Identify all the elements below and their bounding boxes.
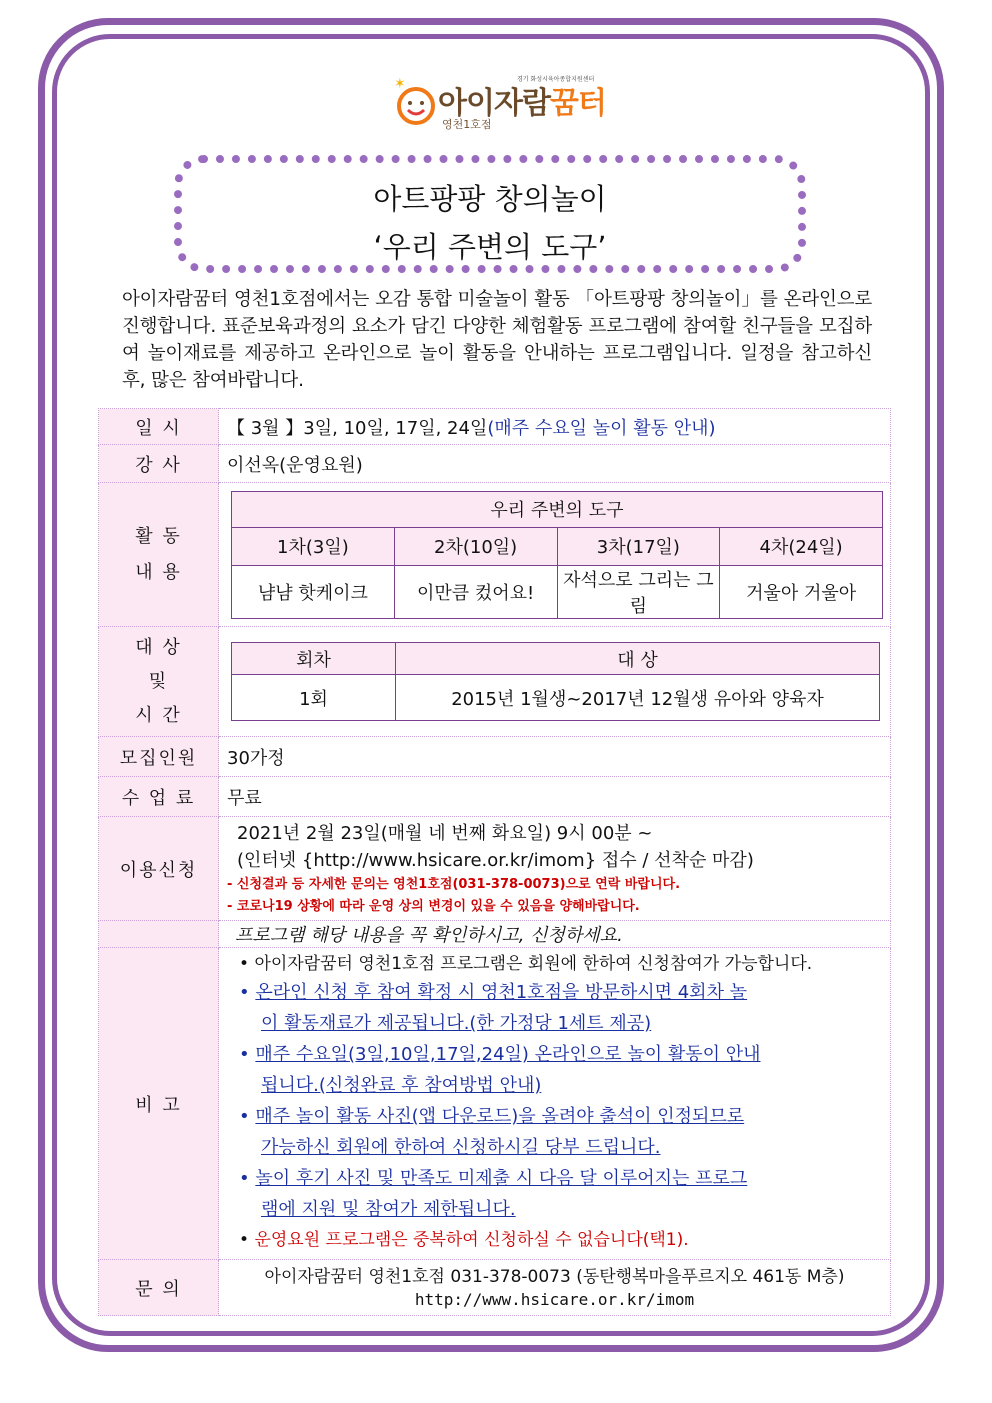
- activity-cell: [219, 483, 891, 627]
- logo: [392, 70, 612, 140]
- label-activity-2: 내 용: [135, 561, 182, 583]
- svg-text:✶: ✶: [394, 76, 406, 92]
- remark-4-line1: 매주 놀이 활동 사진(앱 다운로드)을 올려야 출석이 인정되므로: [255, 1106, 745, 1127]
- row-contact: [99, 1260, 891, 1316]
- contact-line1: 아이자람꿈터 영천1호점 031-378-0073 (동탄행복마을푸르지오 461동 M층): [264, 1266, 845, 1287]
- remark-3-line1: 매주 수요일(3일,10일,17일,24일) 온라인으로 놀이 활동이 안내: [255, 1044, 761, 1065]
- apply-italic: 프로그램 해당 내용을 꼭 확인하시고, 신청하세요.: [219, 921, 891, 948]
- remark-2-line2: 이 활동재료가 제공됩니다.(한 가정당 1세트 제공): [261, 1013, 652, 1034]
- activity-table-title: 우리 주변의 도구: [232, 491, 883, 527]
- info-table: [98, 408, 891, 1316]
- logo-name-part1: 아이자람: [438, 86, 550, 121]
- remarks-cell: [219, 948, 891, 1260]
- row-target: [99, 627, 891, 737]
- remark-4: • 매주 놀이 활동 사진(앱 다운로드)을 올려야 출석이 인정되므로: [239, 1106, 745, 1127]
- label-activity: [99, 483, 219, 627]
- date-note: (매주 수요일 놀이 활동 안내): [487, 417, 716, 439]
- row-activity: [99, 483, 891, 627]
- label-target-3: 시 간: [135, 704, 182, 726]
- remark-5-line1: 놀이 후기 사진 및 만족도 미제출 시 다음 달 이루어지는 프로그: [255, 1168, 748, 1189]
- row-instructor: [99, 445, 891, 483]
- label-activity-1: 활 동: [135, 525, 182, 547]
- label-capacity: 모집인원: [99, 737, 219, 777]
- remark-3-line2: 됩니다.(신청완료 후 참여방법 안내): [261, 1075, 542, 1096]
- session-4-content: 거울아 거울아: [720, 565, 883, 618]
- label-italic-empty: [99, 921, 219, 948]
- remark-4-line2: 가능하신 회원에 한하여 신청하시길 당부 드립니다.: [261, 1137, 661, 1158]
- target-col-round: 회차: [232, 643, 396, 675]
- logo-name-part2: 꿈터: [549, 86, 606, 121]
- remark-1: • 아이자람꿈터 영천1호점 프로그램은 회원에 한하여 신청참여가 가능합니다.: [239, 954, 813, 974]
- remark-2-line1: 온라인 신청 후 참여 확정 시 영천1호점을 방문하시면 4회차 놀: [255, 982, 748, 1003]
- label-instructor: 강 사: [99, 445, 219, 483]
- remark-3: • 매주 수요일(3일,10일,17일,24일) 온라인으로 놀이 활동이 안내: [239, 1044, 761, 1065]
- label-target-2: 및: [148, 670, 169, 692]
- remark-2b: [239, 1008, 882, 1039]
- target-round: 1회: [232, 675, 396, 721]
- title-box: [174, 155, 806, 273]
- session-2-header: 2차(10일): [394, 527, 557, 565]
- title-line2: ‘우리 주변의 도구’: [373, 230, 607, 264]
- row-date: [99, 409, 891, 445]
- row-apply: [99, 817, 891, 921]
- title-line1: 아트팡팡 창의놀이: [373, 182, 607, 216]
- apply-cell: [219, 817, 891, 921]
- contact-cell: [219, 1260, 891, 1316]
- session-4-header: 4차(24일): [720, 527, 883, 565]
- remark-6: • 운영요원 프로그램은 중복하여 신청하실 수 없습니다(택1).: [239, 1230, 689, 1250]
- apply-note1: - 신청결과 등 자세한 문의는 영천1호점(031-378-0073)으로 연락 바랍니다.: [227, 876, 681, 892]
- remark-5: • 놀이 후기 사진 및 만족도 미제출 시 다음 달 이루어지는 프로그: [239, 1168, 748, 1189]
- date-value: 【 3월 】3일, 10일, 17일, 24일: [227, 417, 488, 439]
- row-capacity: [99, 737, 891, 777]
- label-remarks: 비 고: [99, 948, 219, 1260]
- value-instructor: 이선옥(운영요원): [219, 445, 891, 483]
- row-remarks: [99, 948, 891, 1260]
- remark-4b: [239, 1132, 882, 1163]
- session-3-content: 자석으로 그리는 그림: [557, 565, 720, 618]
- target-cell: [219, 627, 891, 737]
- label-fee: 수 업 료: [99, 777, 219, 817]
- remark-5b: [239, 1194, 882, 1225]
- logo-sponsor: 경기 화성시육아종합지원센터: [517, 76, 595, 83]
- remark-3b: [239, 1070, 882, 1101]
- remark-2: • 온라인 신청 후 참여 확정 시 영천1호점을 방문하시면 4회차 놀: [239, 982, 748, 1003]
- row-fee: [99, 777, 891, 817]
- target-value: 2015년 1월생~2017년 12월생 유아와 양육자: [396, 675, 880, 721]
- target-table: [231, 642, 880, 721]
- session-2-content: 이만큼 컸어요!: [394, 565, 557, 618]
- session-3-header: 3차(17일): [557, 527, 720, 565]
- apply-line2: (인터넷 {http://www.hsicare.or.kr/imom} 접수 / 선착순 마감): [237, 849, 754, 871]
- remark-5-line2: 램에 지원 및 참여가 제한됩니다.: [261, 1199, 516, 1220]
- activity-table: [231, 491, 883, 619]
- label-date: 일 시: [99, 409, 219, 445]
- value-date: [219, 409, 891, 445]
- contact-url[interactable]: http://www.hsicare.or.kr/imom: [414, 1289, 695, 1309]
- label-target: [99, 627, 219, 737]
- intro-paragraph: 아이자람꿈터 영천1호점에서는 오감 통합 미술놀이 활동 「아트팡팡 창의놀이」를 온라인으로 진행합니다. 표준보육과정의 요소가 담긴 다양한 체험활동 프로그램에 참여할 친구들을 모집하여 놀이재료를 제공하고 온라인으로 놀이 활동을 안내하는 프로그램입니다. 일정을 참고하신 후, 많은 참여바랍니다.: [122, 289, 872, 391]
- row-italic: [99, 921, 891, 948]
- remark-1-text: 아이자람꿈터 영천1호점 프로그램은 회원에 한하여 신청참여가 가능합니다.: [254, 954, 813, 974]
- label-apply: 이용신청: [99, 817, 219, 921]
- session-1-header: 1차(3일): [232, 527, 395, 565]
- label-contact: 문 의: [99, 1260, 219, 1316]
- session-1-content: 냠냠 핫케이크: [232, 565, 395, 618]
- value-fee: 무료: [219, 777, 891, 817]
- apply-line1: 2021년 2월 23일(매월 네 번째 화요일) 9시 00분 ~: [237, 822, 653, 844]
- label-target-1: 대 상: [135, 636, 182, 658]
- smiley-logo-icon: [392, 76, 440, 126]
- value-capacity: 30가정: [219, 737, 891, 777]
- remark-6-text: 운영요원 프로그램은 중복하여 신청하실 수 없습니다(택1).: [254, 1230, 689, 1250]
- target-col-target: 대 상: [396, 643, 880, 675]
- logo-branch: 영천1호점: [442, 118, 492, 131]
- apply-note2: - 코로나19 상황에 따라 운영 상의 변경이 있을 수 있음을 양해바랍니다.: [227, 898, 640, 914]
